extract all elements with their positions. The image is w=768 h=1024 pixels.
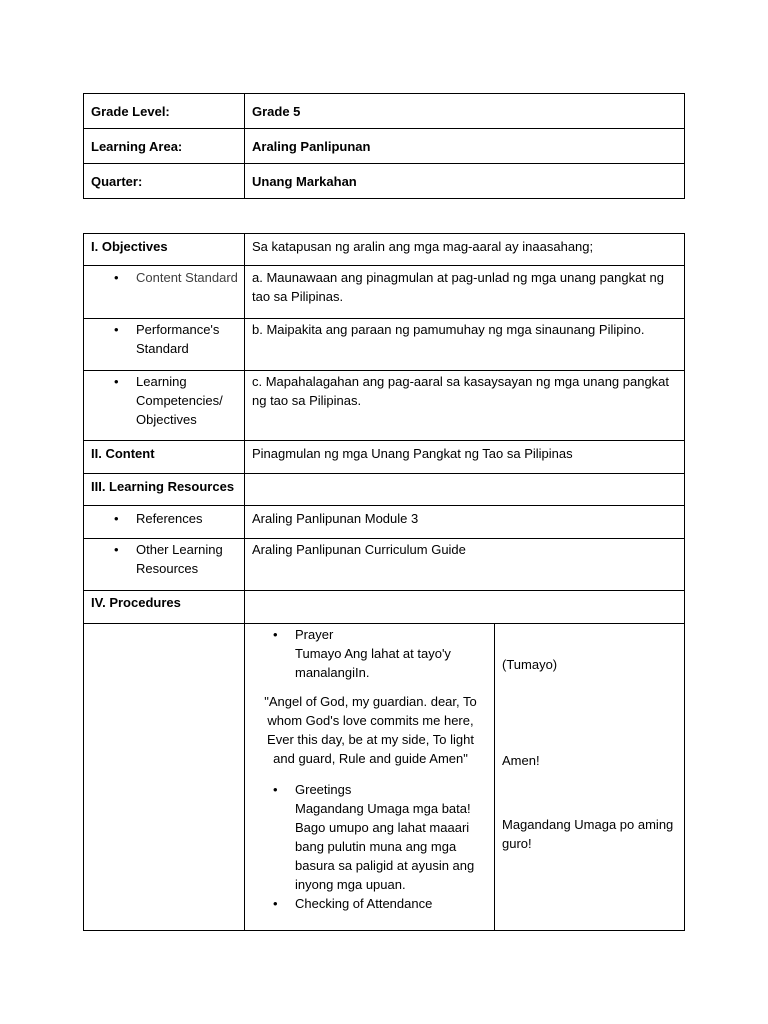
table-row: [84, 624, 685, 931]
list-item: [255, 624, 486, 682]
lesson-plan-table: [83, 233, 685, 931]
list-item: [84, 266, 244, 287]
table-row: [84, 506, 685, 539]
procedures-body: [245, 624, 684, 930]
student-activity-column: [495, 624, 684, 930]
quarter-value: Unang Markahan: [252, 174, 357, 189]
response-greeting: Magandang Umaga po aming guro!: [502, 817, 674, 851]
bullet-icon: •: [114, 322, 119, 337]
table-row: [84, 474, 685, 506]
list-item: [255, 780, 486, 894]
list-item: [255, 894, 486, 913]
bullet-icon: •: [273, 782, 278, 797]
list-item: [84, 371, 244, 429]
table-row: [84, 234, 685, 266]
list-item: [84, 506, 244, 528]
learning-resources-heading: III. Learning Resources: [91, 479, 235, 494]
bullet-icon: •: [273, 627, 278, 642]
procedures-heading: IV. Procedures: [91, 595, 181, 610]
greetings-text: Magandang Umaga mga bata! Bago umupo ang lahat maaari bang pulutin muna ang mga basura sa paligid at ayusin ang inyong mga upuan.: [295, 801, 475, 892]
content-standard-text: a. Maunawaan ang pinagmulan at pag-unlad ng mga unang pangkat ng tao sa Pilipinas.: [252, 270, 664, 304]
list-item: [84, 319, 244, 358]
table-row: [84, 319, 685, 371]
performance-standard-text: b. Maipakita ang paraan ng pamumuhay ng mga sinaunang Pilipino.: [252, 322, 645, 337]
table-row: [84, 441, 685, 474]
other-resources-label: Other Learning Resources: [136, 542, 223, 576]
quarter-label: Quarter:: [91, 174, 143, 189]
table-row: [84, 539, 685, 591]
competencies-label: Learning Competencies/ Objectives: [136, 374, 223, 427]
bullet-icon: •: [114, 270, 119, 285]
learning-area-label: Learning Area:: [91, 139, 183, 154]
bullet-icon: •: [114, 511, 119, 526]
content-standard-label: Content Standard: [136, 270, 238, 285]
other-resources-text: Araling Panlipunan Curriculum Guide: [252, 542, 466, 557]
objectives-intro: Sa katapusan ng aralin ang mga mag-aaral ay inaasahang;: [252, 239, 594, 254]
prayer-instruction: Tumayo Ang lahat at tayo'y manalangiIn.: [295, 646, 451, 680]
grade-level-value: Grade 5: [252, 104, 301, 119]
table-row: [84, 266, 685, 319]
table-row: [84, 94, 685, 129]
attendance-text: Checking of Attendance: [295, 896, 433, 911]
greetings-title: Greetings: [295, 782, 352, 797]
competencies-text: c. Mapahalagahan ang pag-aaral sa kasaysayan ng mga unang pangkat ng tao sa Pilipinas.: [252, 374, 670, 408]
bullet-icon: •: [114, 374, 119, 389]
content-heading: II. Content: [91, 446, 155, 461]
response-amen: Amen!: [502, 753, 540, 768]
prayer-title: Prayer: [295, 627, 334, 642]
bullet-icon: •: [114, 542, 119, 557]
table-row: [84, 371, 685, 441]
references-label: References: [136, 511, 203, 526]
response-stand: (Tumayo): [502, 657, 558, 672]
objectives-heading: I. Objectives: [91, 239, 168, 254]
table-row: [84, 129, 685, 164]
list-item: [84, 539, 244, 578]
learning-area-value: Araling Panlipunan: [252, 139, 371, 154]
performance-standard-label: Performance's Standard: [136, 322, 220, 356]
prayer-text: "Angel of God, my guardian. dear, To whom God's love commits me here, Ever this day, be at my side, To light and guard, Rule and guide Amen": [264, 694, 477, 766]
content-text: Pinagmulan ng mga Unang Pangkat ng Tao sa Pilipinas: [252, 446, 573, 461]
bullet-icon: •: [273, 896, 278, 911]
teacher-activity-column: [245, 624, 495, 930]
grade-level-label: Grade Level:: [91, 104, 170, 119]
table-row: [84, 164, 685, 199]
references-text: Araling Panlipunan Module 3: [252, 511, 419, 526]
lesson-info-table: [83, 93, 685, 199]
table-row: [84, 591, 685, 624]
